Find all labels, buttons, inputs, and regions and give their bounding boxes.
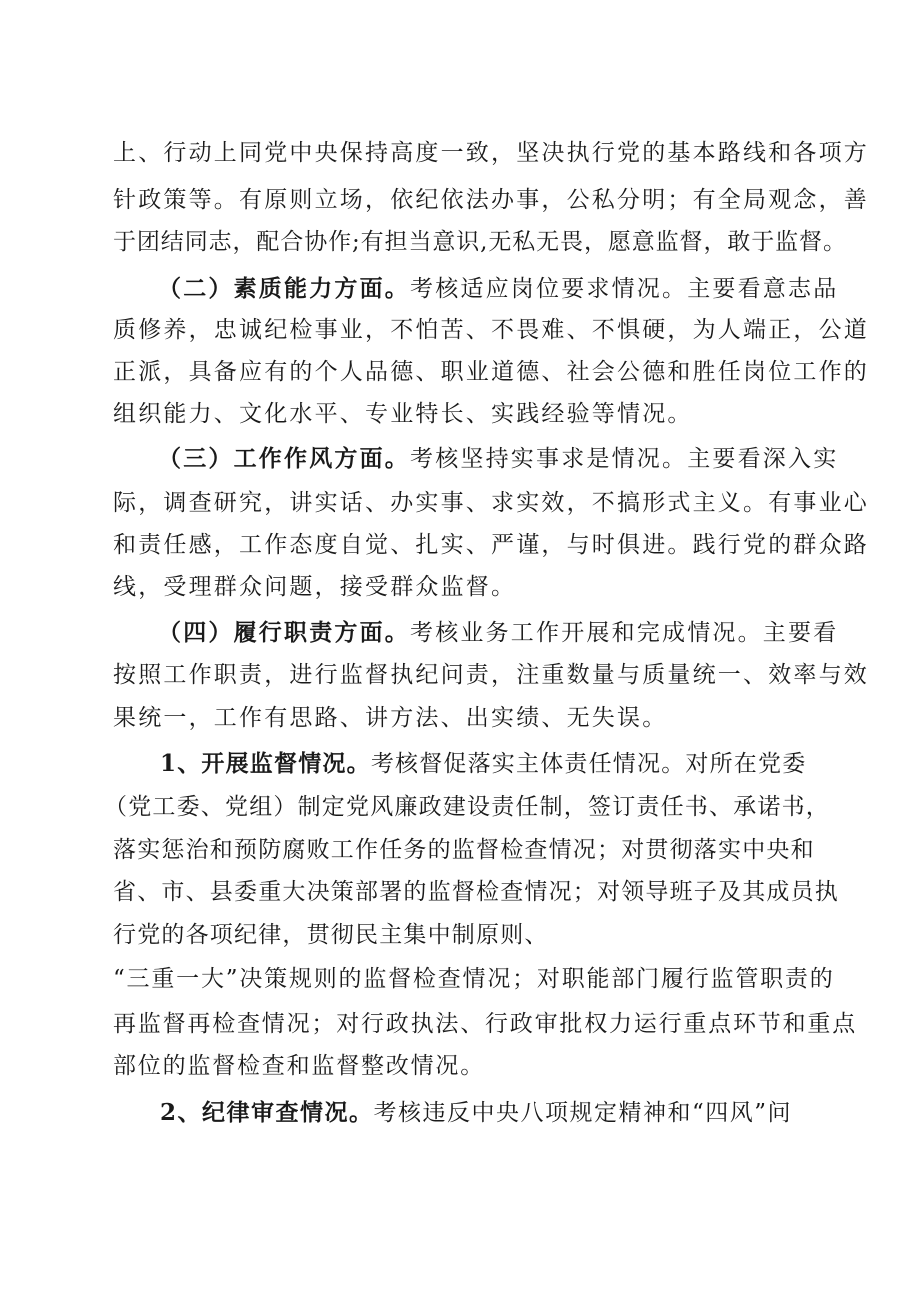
- paragraph-3-line-2: [113, 487, 869, 519]
- paragraph-1-line-3: [113, 226, 847, 258]
- section-heading: 2、纪律审查情况。: [160, 1099, 374, 1126]
- paragraph-5-line-7: [113, 1008, 857, 1040]
- text-line: 针政策等。有原则立场，依纪依法办事，公私分明；有全局观念，善: [113, 187, 869, 213]
- text-line: 正派，具备应有的个人品德、职业道德、社会公德和胜任岗位工作的: [113, 359, 869, 385]
- paragraph-4-line-3: [113, 702, 667, 734]
- text-line: 果统一，工作有思路、讲方法、出实绩、无失误。: [113, 705, 668, 731]
- paragraph-4-line-2: [113, 659, 869, 691]
- paragraph-1-line-1: [113, 137, 869, 169]
- paragraph-5-line-6: [113, 963, 835, 995]
- text-line: 考核业务工作开展和完成情况。主要看: [410, 620, 839, 646]
- text-line: “三重一大”决策规则的监督检查情况；对职能部门履行监管职责的: [113, 966, 835, 992]
- paragraph-5-line-2: [104, 791, 830, 823]
- section-heading: （三）工作作风方面。: [158, 445, 410, 472]
- text-line: 考核坚持实事求是情况。主要看深入实: [410, 446, 839, 472]
- paragraph-4-line-1: [158, 617, 838, 649]
- paragraph-5-line-8: [113, 1050, 485, 1082]
- section-heading: （二）素质能力方面。: [158, 275, 410, 302]
- paragraph-5-line-5: [113, 919, 549, 951]
- text-line: 考核督促落实主体责任情况。对所在党委: [370, 751, 807, 777]
- section-heading: （四）履行职责方面。: [158, 619, 410, 646]
- text-line: 部位的监督检查和监督整改情况。: [113, 1053, 485, 1079]
- paragraph-2-line-3: [113, 356, 869, 388]
- text-line: 行党的各项纪律，贯彻民主集中制原则、: [113, 922, 549, 948]
- text-line: 省、市、县委重大决策部署的监督检查情况；对领导班子及其成员执: [113, 879, 839, 905]
- text-line: 上、行动上同党中央保持高度一致，坚决执行党的基本路线和各项方: [113, 140, 869, 166]
- paragraph-5-line-4: [113, 876, 839, 908]
- paragraph-3-line-1: [158, 443, 838, 475]
- text-line: 和责任感，工作态度自觉、扎实、严谨，与时俱进。践行党的群众路: [113, 532, 869, 558]
- text-line: 于团结同志，配合协作;有担当意识,无私无畏，愿意监督，敢于监督。: [113, 229, 847, 255]
- text-line: 际，调查研究，讲实话、办实事、求实效，不搞形式主义。有事业心: [113, 490, 869, 516]
- paragraph-2-line-4: [113, 398, 693, 430]
- paragraph-1-line-2: [113, 184, 869, 216]
- text-line: 考核违反中央八项规定精神和“四风”问: [373, 1100, 793, 1126]
- text-line: 考核适应岗位要求情况。主要看意志品: [410, 276, 839, 302]
- text-line: 质修养，忠诚纪检事业，不怕苦、不畏难、不惧硬，为人端正，公道: [113, 317, 869, 343]
- paragraph-2-line-2: [113, 314, 869, 346]
- text-line: 线，受理群众问题，接受群众监督。: [113, 574, 517, 600]
- text-line: 再监督再检查情况；对行政执法、行政审批权力运行重点环节和重点: [113, 1011, 857, 1037]
- text-line: 组织能力、文化水平、专业特长、实践经验等情况。: [113, 401, 693, 427]
- text-line: 按照工作职责，进行监督执纪问责，注重数量与质量统一、效率与效: [113, 662, 869, 688]
- paragraph-2-line-1: [158, 273, 838, 305]
- section-heading: 1、开展监督情况。: [160, 750, 371, 777]
- paragraph-3-line-4: [113, 571, 516, 603]
- text-line: （党工委、党组）制定党风廉政建设责任制，签订责任书、承诺书，: [104, 794, 830, 820]
- paragraph-6-line-1: [160, 1097, 792, 1129]
- text-line: 落实惩治和预防腐败工作任务的监督检查情况；对贯彻落实中央和: [113, 837, 815, 863]
- paragraph-5-line-1: [160, 748, 806, 780]
- paragraph-5-line-3: [113, 834, 815, 866]
- paragraph-3-line-3: [113, 529, 869, 561]
